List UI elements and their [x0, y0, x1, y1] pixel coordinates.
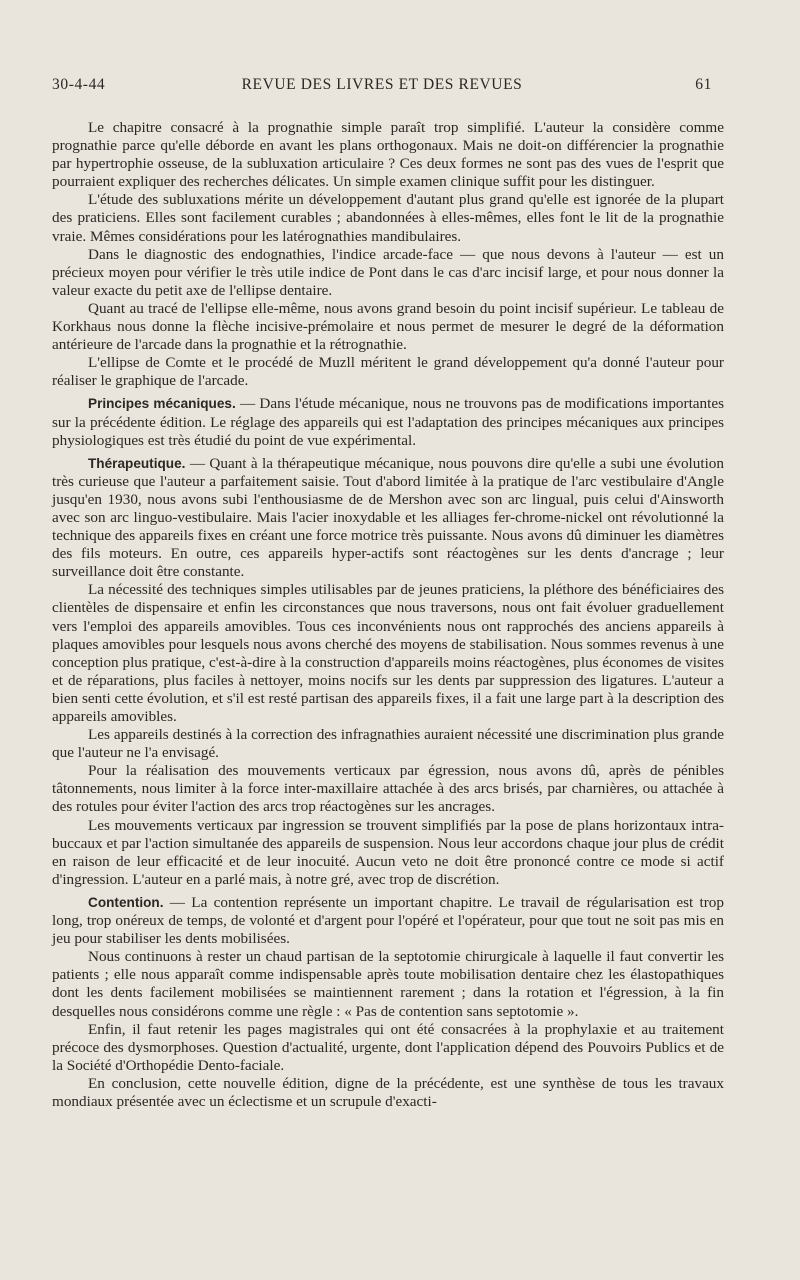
section-contention: Contention. — La contention représente un important chapitre. Le travail de régularisation est trop long, trop onéreux de temps, de volonté et d'argent pour l'opéré et l'opérateur, pour que tout ne soit pas mis en jeu pour stabiliser les dents mobilisées.: [52, 893, 724, 948]
page-number: 61: [695, 76, 712, 93]
issue-date: 30-4-44: [52, 76, 106, 93]
journal-title: REVUE DES LIVRES ET DES REVUES: [241, 76, 523, 93]
article-body: [52, 119, 724, 1111]
section-principes-mecaniques: Principes mécaniques. — Dans l'étude mécanique, nous ne trouvons pas de modifications importantes sur la précédente édition. Le réglage des appareils qui est l'adaptation des principes mécaniques aux principes physiologiques est très étudié du point de vue expérimental.: [52, 395, 725, 449]
paragraph-techniques: La nécessité des techniques simples utilisables par de jeunes praticiens, la pléthore des bénéficiaires des clientèles de dispensaire et enfin les circonstances que nous traversons, nous ont fait évoluer graduellement vers l'emploi des appareils amovibles. Tous ces inconvénients nous ont rapprochés des anciens appareils à plaques amovibles pour lesquels nous avons cherché des moyens de stabilisation. Nous sommes revenus à une conception plus pratique, c'est-à-dire à la construction d'appareils moins réactogènes, plus économes de visites et de réparations, plus faciles à nettoyer, moins nocifs sur les dents par suppression des ligatures. L'auteur a bien senti cette évolution, et s'il est resté partisan des appareils fixes, il a fait une large part à la description des appareils amovibles.: [52, 581, 724, 725]
paragraph-septotomie: Nous continuons à rester un chaud partisan de la septotomie chirurgicale à laquelle il faut convertir les patients ; elle nous apparaît comme indispensable après toute mobilisation dentaire chez les élastopathiques dont les dents facilement mobilisées se maintiennent rarement ; dans la rotation et l'égression, à la fin desquelles nous considérons comme une règle : « Pas de contention sans septotomie ».: [52, 948, 724, 1020]
paragraph-endognathies: Dans le diagnostic des endognathies, l'indice arcade-face — que nous devons à l'auteur — est un précieux moyen pour vérifier le très utile indice de Pont dans le cas d'arc incisif large, et pour nous donner la valeur exacte du petit axe de l'ellipse dentaire.: [52, 245, 724, 299]
paragraph-subluxations: L'étude des subluxations mérite un développement d'autant plus grand qu'elle est ignorée de la plupart des praticiens. Elles sont facilement curables ; abandonnées à elles-mêmes, elles font le lit de la prognathie vraie. Mêmes considérations pour les latérognathies mandibulaires.: [52, 191, 724, 245]
paragraph-ellipse: Quant au tracé de l'ellipse elle-même, nous avons grand besoin du point incisif supérieur. Le tableau de Korkhaus nous donne la flèche incisive-prémolaire et nous permet de mesurer le degré de la déformation antérieure de l'arcade dans la prognathie et la rétrognathie.: [52, 299, 724, 354]
section-heading: Contention.: [88, 894, 164, 910]
paragraph-egression: Pour la réalisation des mouvements verticaux par égression, nous avons dû, après de pénibles tâtonnements, nous limiter à la force inter-maxillaire attachée à des arcs brisés, par charnières, ou attachée à des rotules pour éviter l'action des arcs trop réactogènes sur les ancrages.: [52, 762, 724, 816]
paragraph-prognathie: Le chapitre consacré à la prognathie simple paraît trop simplifié. L'auteur la considère comme prognathie parce qu'elle déborde en avant les plans orthogonaux. Mais ne doit-on différencier la prognathie par hypertrophie osseuse, de la subluxation articulaire ? Ces deux formes ne sont pas des vues de l'esprit que pourraient expliquer des recherches délicates. Un simple examen clinique suffit pour les distinguer.: [52, 119, 724, 191]
paragraph-conclusion: En conclusion, cette nouvelle édition, digne de la précédente, est une synthèse de tous les travaux mondiaux présentée avec un éclectisme et un scrupule d'exacti-: [52, 1074, 724, 1110]
section-therapeutique: Thérapeutique. — Quant à la thérapeutique mécanique, nous pouvons dire qu'elle a subi une évolution très curieuse que l'auteur a parfaitement saisie. Tout d'abord limitée à la pratique de l'arc vestibulaire d'Angle jusqu'en 1930, nous avons subi l'enthousiasme de de Mershon avec son arc lingual, puis celui d'Ainsworth avec son arc linguo-vestibulaire. Mais l'acier inoxydable et les alliages fer-chrome-nickel ont révolutionné la technique des appareils fixes en créant une force motrice très puissante. Nous avons dû diminuer les diamètres des fils moteurs. En outre, ces appareils hyper-actifs sont réactogènes sur les dents d'ancrage ; leur surveillance doit être constante.: [52, 454, 724, 581]
section-heading: Thérapeutique.: [88, 455, 186, 471]
paragraph-comte: L'ellipse de Comte et le procédé de Muzll méritent le grand développement qu'a donné l'auteur pour réaliser le graphique de l'arcade.: [52, 354, 724, 390]
paragraph-infragnathies: Les appareils destinés à la correction des infragnathies auraient nécessité une discrimination plus grande que l'auteur ne l'a envisagé.: [52, 726, 724, 762]
paragraph-prophylaxie: Enfin, il faut retenir les pages magistrales qui ont été consacrées à la prophylaxie et au traitement précoce des dysmorphoses. Question d'actualité, urgente, dont l'application dépend des Pouvoirs Publics et de la Société d'Orthopédie Dento-faciale.: [52, 1020, 724, 1074]
paragraph-ingression: Les mouvements verticaux par ingression se trouvent simplifiés par la pose de plans horizontaux intra-buccaux et par l'action simultanée des appareils de suspension. Nous leur accordons chaque jour plus de crédit en raison de leur efficacité et de leur inocuité. Aucun veto ne doit être prononcé contre ce mode si actif d'ingression. L'auteur en a parlé mais, à notre gré, avec trop de discrétion.: [52, 816, 724, 888]
section-heading: Principes mécaniques.: [88, 396, 236, 412]
